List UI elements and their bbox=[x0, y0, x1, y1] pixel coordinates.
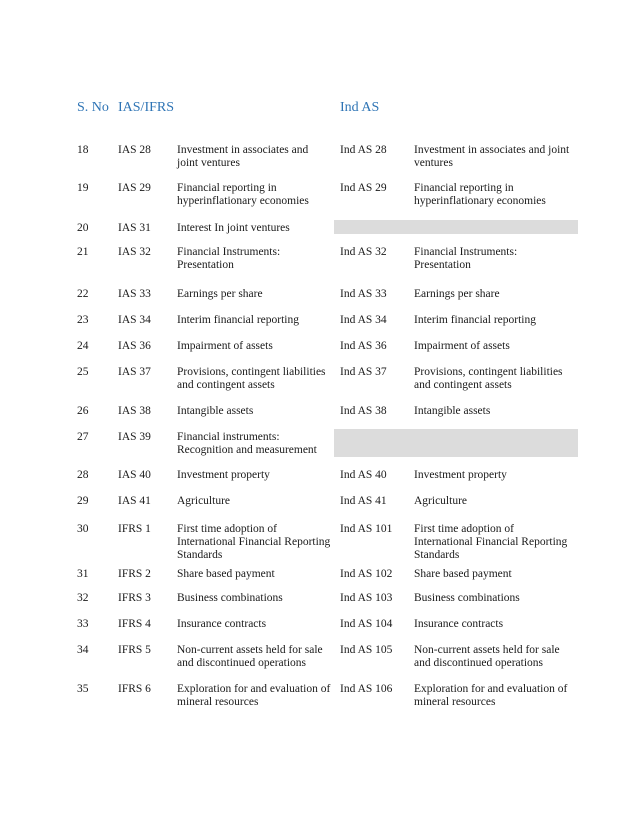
row-ias-description: Provisions, contingent liabilities and contingent assets bbox=[177, 366, 326, 391]
row-ias-code: IFRS 5 bbox=[118, 644, 151, 656]
row-ind-as-code: Ind AS 32 bbox=[340, 246, 387, 258]
table-row bbox=[0, 564, 638, 588]
row-ind-as-code: Ind AS 104 bbox=[340, 618, 393, 630]
row-ias-code: IAS 36 bbox=[118, 340, 151, 352]
row-sno: 30 bbox=[77, 523, 89, 535]
row-ias-description: Intangible assets bbox=[177, 405, 254, 417]
table-row bbox=[0, 336, 638, 362]
row-ias-description: Investment in associates and joint ventures bbox=[177, 144, 309, 169]
row-ias-description: Financial reporting in hyperinflationary economies bbox=[177, 182, 309, 207]
table-row bbox=[0, 679, 638, 719]
row-ind-as-description: Share based payment bbox=[414, 568, 512, 580]
row-ias-code: IFRS 4 bbox=[118, 618, 151, 630]
table-row bbox=[0, 427, 638, 465]
header-sno: S. No bbox=[77, 100, 109, 115]
row-ias-description: Insurance contracts bbox=[177, 618, 267, 630]
row-ias-code: IAS 41 bbox=[118, 495, 151, 507]
row-ind-as-description: Earnings per share bbox=[414, 288, 500, 300]
row-ind-as-description: Exploration for and evaluation of mineral resources bbox=[414, 683, 568, 708]
row-ias-code: IAS 34 bbox=[118, 314, 151, 326]
row-ias-description: Interest In joint ventures bbox=[177, 222, 290, 234]
row-ias-code: IAS 31 bbox=[118, 222, 151, 234]
row-sno: 32 bbox=[77, 592, 89, 604]
row-ias-description: Interim financial reporting bbox=[177, 314, 299, 326]
row-ind-as-code: Ind AS 34 bbox=[340, 314, 387, 326]
table-row bbox=[0, 491, 638, 519]
row-ind-as-code: Ind AS 106 bbox=[340, 683, 393, 695]
row-ind-as-code: Ind AS 37 bbox=[340, 366, 387, 378]
table-row bbox=[0, 401, 638, 427]
row-ias-code: IAS 39 bbox=[118, 431, 151, 443]
table-row bbox=[0, 362, 638, 401]
standards-table bbox=[0, 140, 638, 719]
row-sno: 31 bbox=[77, 568, 89, 580]
row-sno: 21 bbox=[77, 246, 89, 258]
row-sno: 20 bbox=[77, 222, 89, 234]
row-ias-description: Investment property bbox=[177, 469, 270, 481]
row-sno: 18 bbox=[77, 144, 89, 156]
table-row bbox=[0, 465, 638, 491]
row-ias-description: Agriculture bbox=[177, 495, 231, 507]
header-ias-ifrs: IAS/IFRS bbox=[118, 100, 175, 115]
table-row bbox=[0, 284, 638, 310]
row-ias-code: IFRS 1 bbox=[118, 523, 151, 535]
row-sno: 34 bbox=[77, 644, 89, 656]
row-ind-as-description: Investment property bbox=[414, 469, 507, 481]
row-ind-as-description: Non-current assets held for sale and discontinued operations bbox=[414, 644, 560, 669]
row-sno: 19 bbox=[77, 182, 89, 194]
row-ias-code: IAS 37 bbox=[118, 366, 151, 378]
header-ind-as: Ind AS bbox=[340, 100, 380, 115]
row-ias-code: IFRS 3 bbox=[118, 592, 151, 604]
row-ind-as-code: Ind AS 36 bbox=[340, 340, 387, 352]
row-sno: 27 bbox=[77, 431, 89, 443]
row-ias-description: Share based payment bbox=[177, 568, 275, 580]
row-ind-as-code: Ind AS 38 bbox=[340, 405, 387, 417]
empty-cell-shading bbox=[334, 220, 578, 234]
table-header bbox=[0, 100, 638, 120]
row-ind-as-code: Ind AS 40 bbox=[340, 469, 387, 481]
row-ind-as-code: Ind AS 33 bbox=[340, 288, 387, 300]
row-ind-as-description: Impairment of assets bbox=[414, 340, 510, 352]
row-sno: 26 bbox=[77, 405, 89, 417]
row-sno: 28 bbox=[77, 469, 89, 481]
row-ind-as-code: Ind AS 101 bbox=[340, 523, 393, 535]
row-ias-code: IAS 33 bbox=[118, 288, 151, 300]
row-ind-as-description: Investment in associates and joint ventures bbox=[414, 144, 570, 169]
row-ind-as-code: Ind AS 41 bbox=[340, 495, 387, 507]
row-ind-as-code: Ind AS 29 bbox=[340, 182, 387, 194]
row-ias-code: IAS 38 bbox=[118, 405, 151, 417]
table-row bbox=[0, 218, 638, 242]
row-ind-as-code: Ind AS 105 bbox=[340, 644, 393, 656]
row-ias-description: Non-current assets held for sale and discontinued operations bbox=[177, 644, 323, 669]
row-ind-as-code: Ind AS 103 bbox=[340, 592, 393, 604]
row-sno: 29 bbox=[77, 495, 89, 507]
row-ias-code: IFRS 6 bbox=[118, 683, 151, 695]
row-ias-code: IAS 40 bbox=[118, 469, 151, 481]
row-ind-as-description: Agriculture bbox=[414, 495, 468, 507]
row-ias-code: IFRS 2 bbox=[118, 568, 151, 580]
row-ind-as-description: Insurance contracts bbox=[414, 618, 504, 630]
row-ind-as-description: Financial reporting in hyperinflationary economies bbox=[414, 182, 546, 207]
table-row bbox=[0, 614, 638, 640]
row-ias-description: Exploration for and evaluation of mineral resources bbox=[177, 683, 331, 708]
table-row bbox=[0, 640, 638, 679]
table-row bbox=[0, 519, 638, 564]
table-row bbox=[0, 178, 638, 218]
row-ind-as-description: Financial Instruments: Presentation bbox=[414, 246, 518, 271]
row-ias-description: Business combinations bbox=[177, 592, 283, 604]
row-sno: 23 bbox=[77, 314, 89, 326]
empty-cell-shading bbox=[334, 429, 578, 457]
row-ind-as-description: First time adoption of International Financial Reporting Standards bbox=[414, 523, 568, 561]
row-ias-code: IAS 29 bbox=[118, 182, 151, 194]
row-ias-description: Earnings per share bbox=[177, 288, 263, 300]
row-ias-code: IAS 28 bbox=[118, 144, 151, 156]
row-ias-description: Financial instruments: Recognition and measurement bbox=[177, 431, 317, 456]
row-ind-as-description: Provisions, contingent liabilities and contingent assets bbox=[414, 366, 563, 391]
row-ind-as-code: Ind AS 102 bbox=[340, 568, 393, 580]
row-ind-as-code: Ind AS 28 bbox=[340, 144, 387, 156]
row-sno: 35 bbox=[77, 683, 89, 695]
table-row bbox=[0, 242, 638, 284]
row-ias-code: IAS 32 bbox=[118, 246, 151, 258]
row-ias-description: Financial Instruments: Presentation bbox=[177, 246, 281, 271]
table-row bbox=[0, 140, 638, 178]
row-ind-as-description: Interim financial reporting bbox=[414, 314, 536, 326]
row-sno: 24 bbox=[77, 340, 89, 352]
table-row bbox=[0, 310, 638, 336]
row-ind-as-description: Intangible assets bbox=[414, 405, 491, 417]
row-sno: 22 bbox=[77, 288, 89, 300]
row-ias-description: Impairment of assets bbox=[177, 340, 273, 352]
row-ias-description: First time adoption of International Financial Reporting Standards bbox=[177, 523, 331, 561]
row-ind-as-description: Business combinations bbox=[414, 592, 520, 604]
table-row bbox=[0, 588, 638, 614]
row-sno: 33 bbox=[77, 618, 89, 630]
row-sno: 25 bbox=[77, 366, 89, 378]
